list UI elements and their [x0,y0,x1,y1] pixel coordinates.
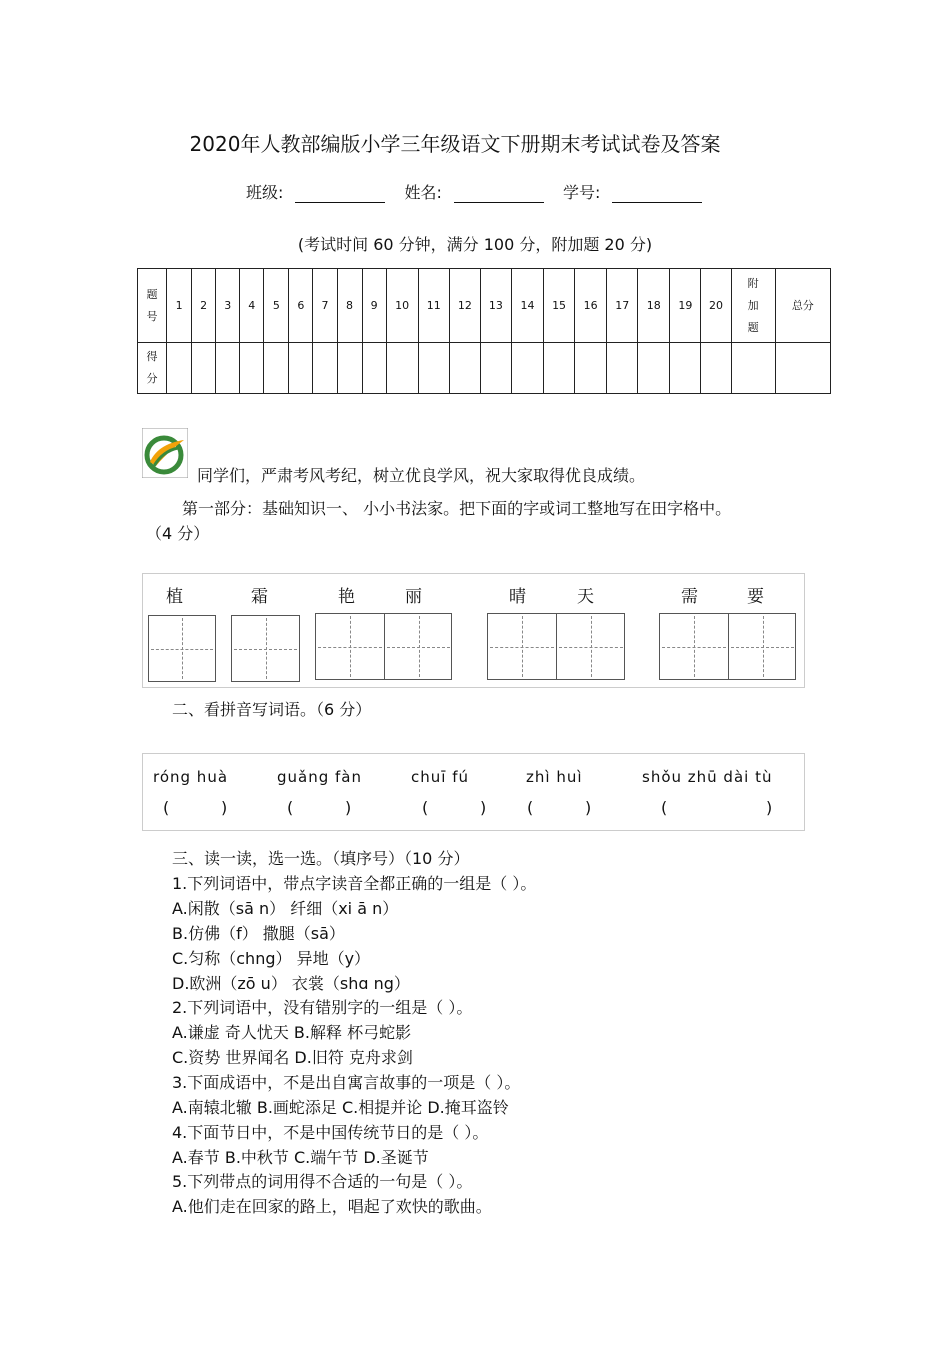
score-cell[interactable] [544,343,575,394]
calligraphy-char: 植 [166,587,183,607]
part1-instruction: 第一部分：基础知识一、 小小书法家。把下面的字或词工整地写在田字格中。 [182,499,732,518]
question-number: 1 [167,269,192,343]
answer-paren-open: ( [287,798,294,817]
answer-paren-close: ) [585,798,592,817]
question-number: 10 [386,269,418,343]
question-line: 4.下面节日中，不是中国传统节日的是（ ）。 [172,1123,489,1142]
question-number: 13 [480,269,511,343]
section3-heading: 三、读一读，选一选。（填序号）（10 分） [172,849,470,868]
question-line: 3.下面成语中，不是出自寓言故事的一项是（ ）。 [172,1073,521,1092]
score-cell[interactable] [731,343,775,394]
answer-paren-close: ) [221,798,228,817]
pinyin-word: chuī fú [411,768,469,786]
score-cell[interactable] [418,343,449,394]
calligraphy-panel [142,573,805,688]
score-table [137,268,831,394]
option-line: C.资势 世界闻名 D.旧符 克舟求剑 [172,1048,413,1067]
pinyin-word: zhì huì [526,768,583,786]
total-score-label: 总分 [775,269,830,343]
question-number: 18 [638,269,670,343]
tianzige-box[interactable] [659,613,796,680]
answer-paren-close: ) [345,798,352,817]
section2-heading: 二、看拼音写词语。（6 分） [172,700,372,719]
pinyin-word: shǒu zhū dài tù [642,768,773,786]
score-cell[interactable] [264,343,289,394]
score-cell[interactable] [362,343,386,394]
score-cell[interactable] [386,343,418,394]
question-number: 7 [313,269,337,343]
intro-text: 同学们，严肃考风考纪，树立优良学风，祝大家取得优良成绩。 [197,466,646,485]
question-number: 20 [701,269,731,343]
question-number: 16 [575,269,607,343]
leaf-logo-icon [142,428,188,478]
question-number: 4 [240,269,264,343]
question-line: 2.下列词语中，没有错别字的一组是（ ）。 [172,998,473,1017]
answer-paren-open: ( [527,798,534,817]
question-number: 6 [289,269,313,343]
question-number: 17 [607,269,638,343]
score-cell[interactable] [670,343,701,394]
tianzige-box[interactable] [315,613,452,680]
part1-points: （4 分） [146,524,210,543]
answer-paren-close: ) [480,798,487,817]
student-info-line [246,180,716,203]
tianzige-box[interactable] [487,613,625,680]
score-cell[interactable] [511,343,543,394]
score-table-score-row [138,343,831,394]
score-cell[interactable] [775,343,830,394]
question-number: 9 [362,269,386,343]
answer-paren-close: ) [766,798,773,817]
question-number: 8 [337,269,362,343]
score-table-header-row [138,269,831,343]
option-line: A.谦虚 奇人忧天 B.解释 杯弓蛇影 [172,1023,412,1042]
score-cell[interactable] [480,343,511,394]
score-cell[interactable] [167,343,192,394]
question-number: 14 [511,269,543,343]
question-number: 15 [544,269,575,343]
question-number: 5 [264,269,289,343]
question-number: 3 [216,269,240,343]
option-line: A.春节 B.中秋节 C.端午节 D.圣诞节 [172,1148,429,1167]
calligraphy-char: 霜 [251,587,268,607]
calligraphy-char: 要 [747,587,764,607]
option-line: A.他们走在回家的路上，唱起了欢快的歌曲。 [172,1197,492,1216]
calligraphy-char: 天 [577,587,594,607]
extra-question-label: 附 加 题 [731,269,775,343]
option-line: A.闲散（sā n） 纤细（xi ā n） [172,899,399,918]
score-cell[interactable] [192,343,216,394]
name-blank[interactable] [454,186,544,203]
option-line: D.欧洲（zō u） 衣裳（shɑ ng） [172,974,410,993]
score-cell[interactable] [701,343,731,394]
score-cell[interactable] [313,343,337,394]
question-line: 5.下列带点的词用得不合适的一句是（ ）。 [172,1172,473,1191]
question-number: 12 [449,269,480,343]
pinyin-word: róng huà [153,768,229,786]
page-title: 2020年人教部编版小学三年级语文下册期末考试试卷及答案 [189,132,721,156]
pinyin-word: guǎng fàn [277,768,362,786]
class-label: 班级: [246,183,284,202]
question-number: 19 [670,269,701,343]
answer-paren-open: ( [661,798,668,817]
tianzige-box[interactable] [148,615,216,682]
score-cell[interactable] [607,343,638,394]
pinyin-panel [142,753,805,831]
score-label: 得 分 [138,343,167,394]
student-id-blank[interactable] [612,186,702,203]
question-number: 2 [192,269,216,343]
option-line: B.仿佛（f） 撒腿（sā） [172,924,345,943]
calligraphy-char: 需 [681,587,698,607]
name-label: 姓名: [404,183,442,202]
score-cell[interactable] [449,343,480,394]
question-number-label: 题 号 [138,269,167,343]
option-line: A.南辕北辙 B.画蛇添足 C.相提并论 D.掩耳盗铃 [172,1098,509,1117]
exam-time-note: (考试时间 60 分钟，满分 100 分，附加题 20 分) [297,235,653,254]
student-id-label: 学号: [563,183,601,202]
score-cell[interactable] [638,343,670,394]
score-cell[interactable] [575,343,607,394]
score-cell[interactable] [289,343,313,394]
question-number: 11 [418,269,449,343]
class-blank[interactable] [295,186,385,203]
calligraphy-char: 晴 [509,587,526,607]
tianzige-box[interactable] [231,615,300,682]
answer-paren-open: ( [422,798,429,817]
score-cell[interactable] [240,343,264,394]
score-cell[interactable] [216,343,240,394]
option-line: C.匀称（chng） 异地（y） [172,949,371,968]
calligraphy-char: 丽 [405,587,422,607]
answer-paren-open: ( [163,798,170,817]
calligraphy-char: 艳 [338,587,355,607]
question-line: 1.下列词语中，带点字读音全都正确的一组是（ ）。 [172,874,537,893]
score-cell[interactable] [337,343,362,394]
